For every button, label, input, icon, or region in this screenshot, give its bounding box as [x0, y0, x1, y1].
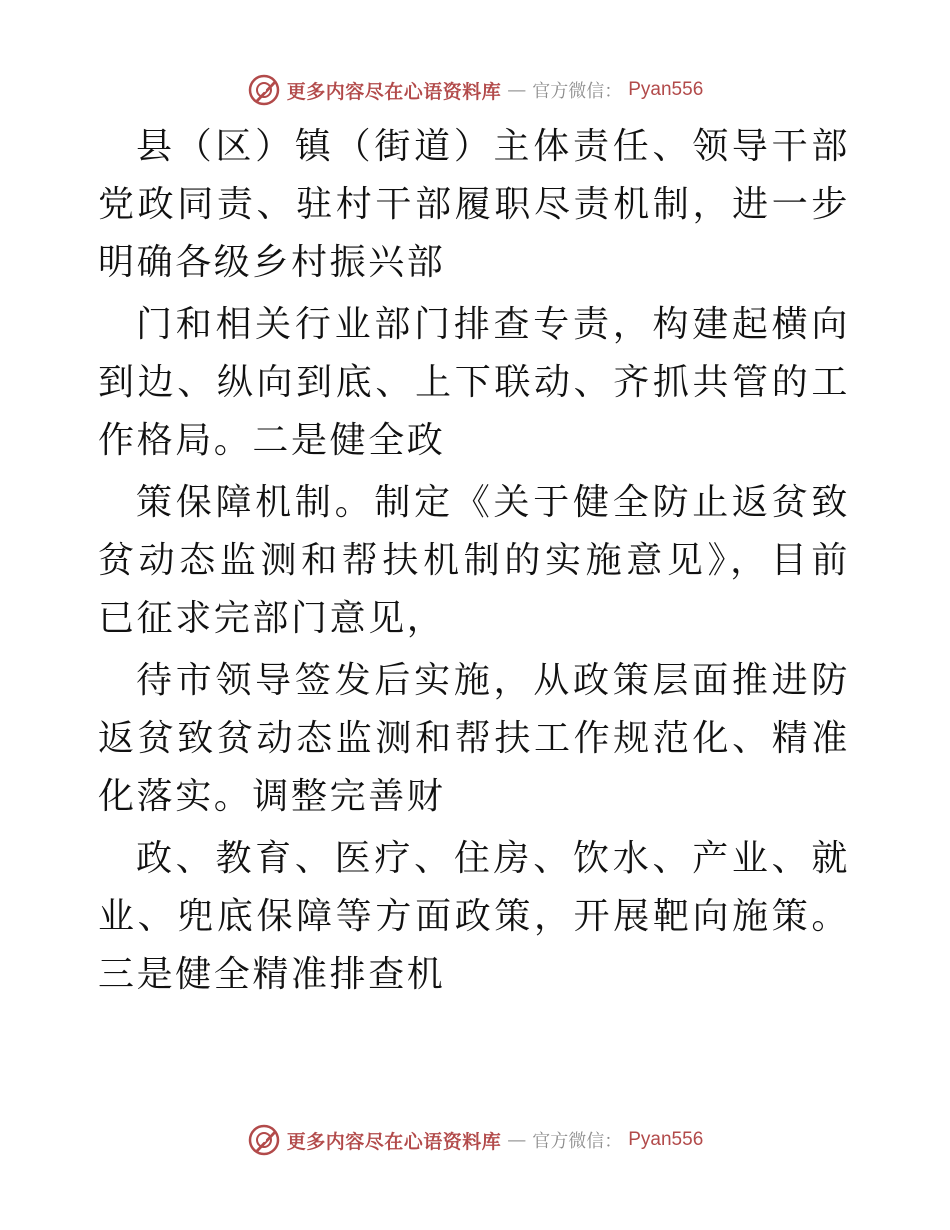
- paragraph-5: 政、教育、医疗、住房、饮水、产业、就业、兜底保障等方面政策，开展靶向施策。三是健全精准排查机: [98, 838, 850, 995]
- watermark-dash: —: [507, 1129, 527, 1151]
- watermark-label: 官方微信：: [532, 1131, 623, 1152]
- footer-watermark: [0, 1120, 950, 1160]
- watermark-label: 官方微信：: [532, 81, 623, 102]
- paragraph-3: 策保障机制。制定《关于健全防止返贫致贫动态监测和帮扶机制的实施意见》，目前已征求完部门意见，: [98, 482, 850, 639]
- watermark-wechat-id: Pyan556: [628, 79, 704, 100]
- pen-nib-logo-icon: [247, 1123, 281, 1157]
- pen-nib-logo-icon: [247, 73, 281, 107]
- paragraph-4: 待市领导签发后实施，从政策层面推进防返贫致贫动态监测和帮扶工作规范化、精准化落实。调整完善财: [98, 660, 850, 817]
- header-watermark: [0, 70, 950, 110]
- watermark-brand: 更多内容尽在心语资料库: [286, 1130, 502, 1153]
- paragraph-1: 县（区）镇（街道）主体责任、领导干部党政同责、驻村干部履职尽责机制，进一步明确各级乡村振兴部: [98, 126, 850, 283]
- watermark-wechat-id: Pyan556: [628, 1129, 704, 1150]
- watermark-dash: —: [507, 79, 527, 101]
- paragraph-2: 门和相关行业部门排查专责，构建起横向到边、纵向到底、上下联动、齐抓共管的工作格局。二是健全政: [98, 304, 850, 461]
- document-body: [98, 118, 850, 1008]
- watermark-brand: 更多内容尽在心语资料库: [286, 80, 502, 103]
